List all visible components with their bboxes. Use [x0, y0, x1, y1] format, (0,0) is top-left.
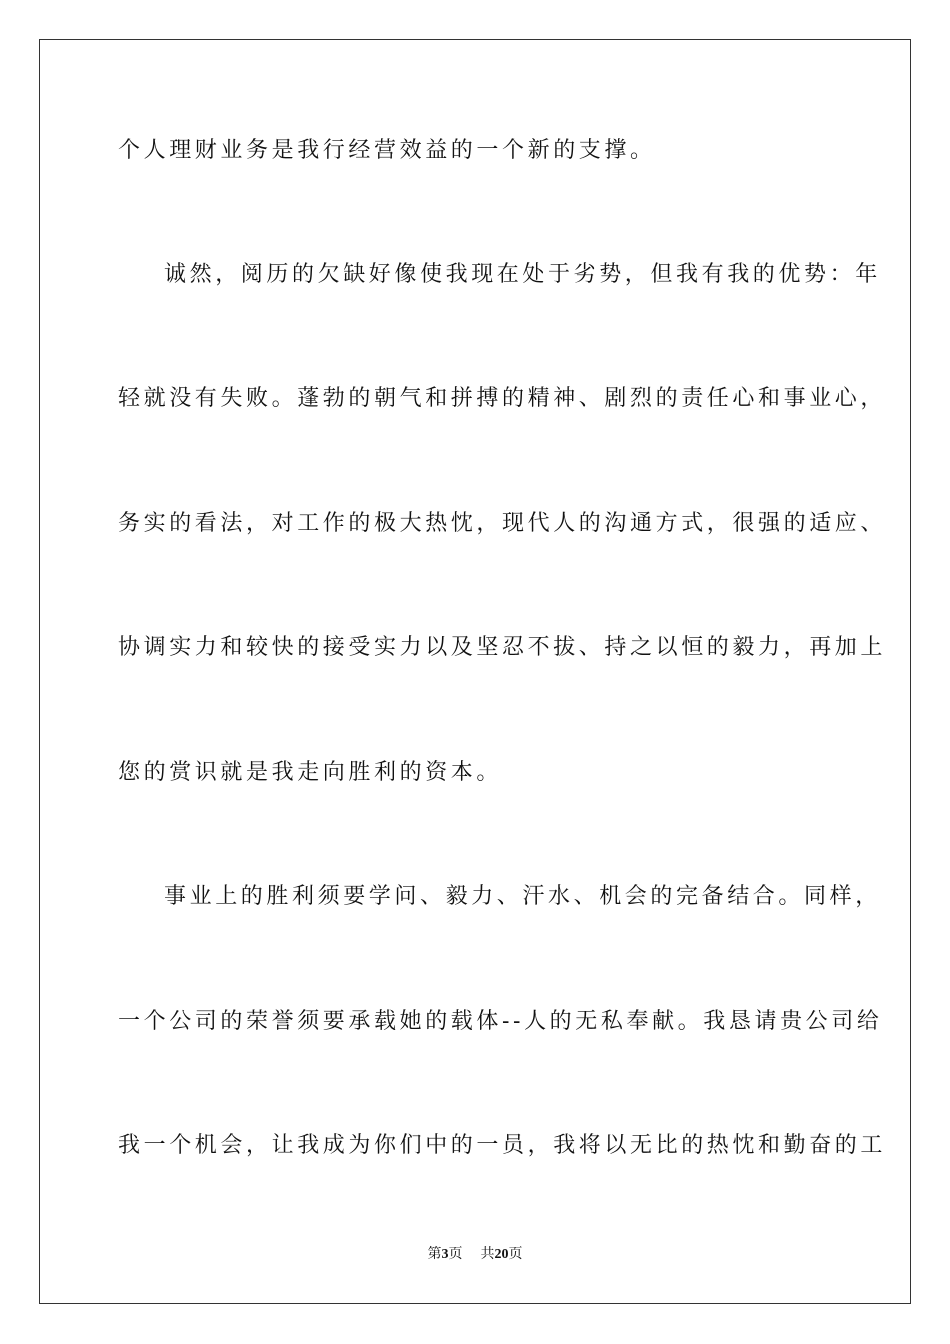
footer-total-prefix: 共	[480, 1247, 495, 1262]
footer-page-number: 3	[441, 1247, 449, 1262]
page-border	[39, 39, 911, 1304]
text-line-5: 协调实力和较快的接受实力以及坚忍不拔、持之以恒的毅力，再加上	[118, 635, 887, 660]
text-line-9: 我一个机会，让我成为你们中的一员，我将以无比的热忱和勤奋的工	[118, 1133, 887, 1158]
text-line-8: 一个公司的荣誉须要承载她的载体--人的无私奉献。我恳请贵公司给	[118, 1009, 883, 1034]
footer-page-suffix: 页	[448, 1247, 463, 1262]
footer-total-pages: 20	[494, 1247, 509, 1262]
text-line-7: 事业上的胜利须要学问、毅力、汗水、机会的完备结合。同样，	[164, 884, 881, 909]
footer-total-suffix: 页	[508, 1247, 523, 1262]
text-line-1: 个人理财业务是我行经营效益的一个新的支撑。	[118, 138, 656, 163]
text-line-2: 诚然，阅历的欠缺好像使我现在处于劣势，但我有我的优势：年	[164, 262, 881, 287]
text-line-6: 您的赏识就是我走向胜利的资本。	[118, 760, 503, 785]
text-line-3: 轻就没有失败。蓬勃的朝气和拼搏的精神、剧烈的责任心和事业心，	[118, 386, 887, 411]
text-line-4: 务实的看法，对工作的极大热忱，现代人的沟通方式，很强的适应、	[118, 511, 887, 536]
footer-page-prefix: 第	[427, 1247, 442, 1262]
page-footer	[0, 1246, 950, 1264]
